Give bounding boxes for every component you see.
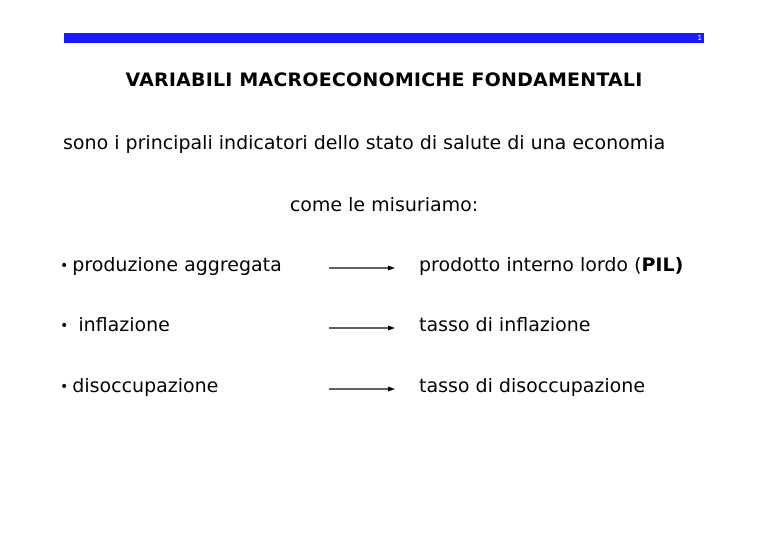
variable-label: inflazione (78, 314, 170, 336)
page-title: VARIABILI MACROECONOMICHE FONDAMENTALI (125, 69, 643, 91)
indicator-measure (419, 375, 645, 397)
measure-intro: come le misuriamo: (289, 194, 479, 216)
indicator-measure (419, 254, 683, 276)
indicator-row (0, 254, 768, 284)
page-number: 1 (697, 34, 702, 42)
variable-label: produzione aggregata (72, 254, 282, 276)
right-arrow-icon (329, 262, 395, 274)
measure-label: prodotto interno lordo ( (419, 254, 642, 276)
indicator-variable (60, 314, 170, 336)
measure-abbreviation: PIL) (641, 254, 684, 276)
indicator-variable (60, 254, 282, 276)
bullet-icon: • (60, 379, 69, 395)
indicator-variable (60, 375, 218, 397)
bullet-icon: • (60, 318, 69, 334)
bullet-icon: • (60, 258, 69, 274)
header-bar (64, 33, 704, 43)
variable-label: disoccupazione (72, 375, 219, 397)
right-arrow-icon (329, 383, 395, 395)
indicator-measure (419, 314, 590, 336)
indicator-row (0, 314, 768, 344)
measure-label: tasso di disoccupazione (419, 375, 646, 397)
right-arrow-icon (329, 322, 395, 334)
indicator-row (0, 375, 768, 405)
measure-label: tasso di inflazione (419, 314, 591, 336)
subtitle: sono i principali indicatori dello stato di salute di una economia (63, 132, 666, 154)
